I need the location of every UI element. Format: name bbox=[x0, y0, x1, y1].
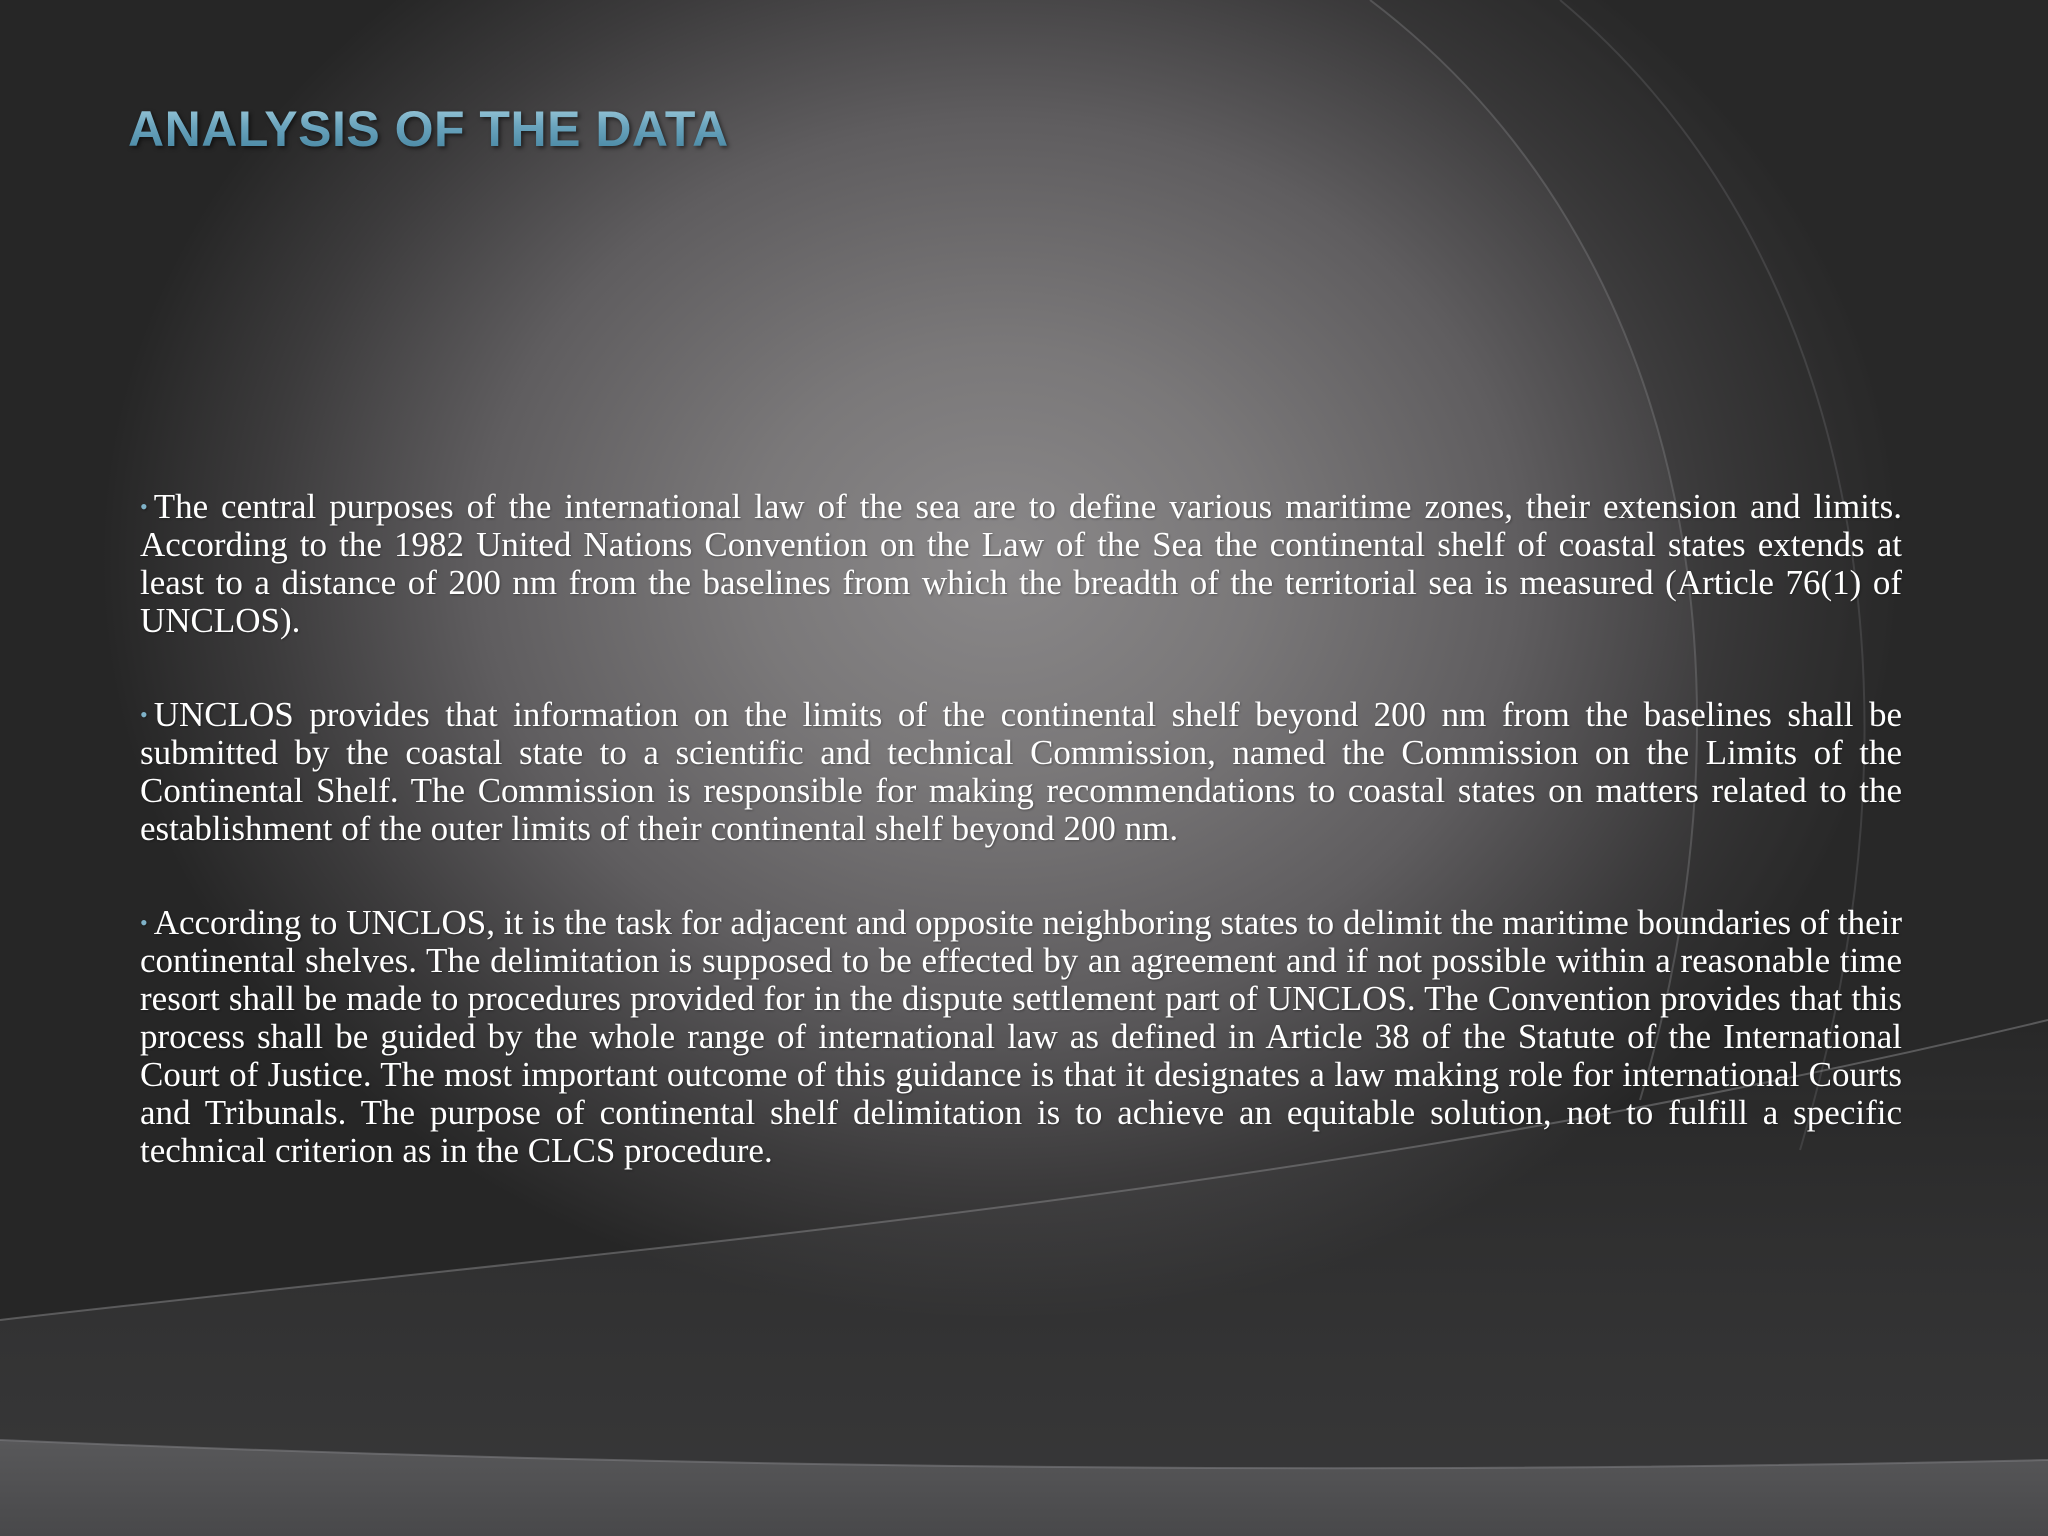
bullet-item bbox=[140, 696, 1902, 848]
slide-title: ANALYSIS OF THE DATA bbox=[128, 101, 729, 157]
bullet-text: According to UNCLOS, it is the task for adjacent and opposite neighboring states to delimit the maritime boundaries of their continental shelves. The delimitation is supposed to be effected by an agreement and if not possible within a reasonable time resort shall be made to procedures provided for in the dispute settlement part of UNCLOS. The Convention provides that this process shall be guided by the whole range of international law as defined in Article 38 of the Statute of the International Court of Justice. The most important outcome of this guidance is that it designates a law making role for international Courts and Tribunals. The purpose of continental shelf delimitation is to achieve an equitable solution, not to fulfill a specific technical criterion as in the CLCS procedure. bbox=[140, 903, 1902, 1170]
bullet-icon: • bbox=[140, 910, 148, 935]
bullet-icon: • bbox=[140, 702, 148, 727]
bullet-list bbox=[140, 488, 1902, 1170]
bullet-item bbox=[140, 488, 1902, 640]
bullet-text: UNCLOS provides that information on the limits of the continental shelf beyond 200 nm from the baselines shall be submitted by the coastal state to a scientific and technical Commission, named the Commission on the Limits of the Continental Shelf. The Commission is responsible for making recommendations to coastal states on matters related to the establishment of the outer limits of their continental shelf beyond 200 nm. bbox=[140, 695, 1902, 848]
bullet-text: The central purposes of the international law of the sea are to define various maritime zones, their extension and limits. According to the 1982 United Nations Convention on the Law of the Sea the continental shelf of coastal states extends at least to a distance of 200 nm from the baselines from which the breadth of the territorial sea is measured (Article 76(1) of UNCLOS). bbox=[140, 487, 1902, 640]
bullet-icon: • bbox=[140, 494, 148, 519]
bullet-item bbox=[140, 904, 1902, 1170]
